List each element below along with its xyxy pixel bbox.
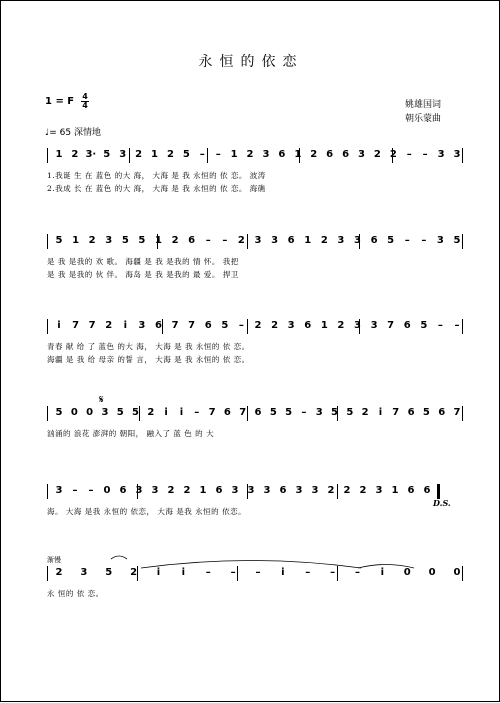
note: 3 xyxy=(254,235,262,246)
note: 6 xyxy=(403,320,411,331)
note: 5 xyxy=(453,235,461,246)
note: 7 xyxy=(239,407,247,418)
lyricist-credit: 姚雄国词 xyxy=(405,100,442,110)
note: 7 xyxy=(387,320,395,331)
note: 5 xyxy=(285,407,293,418)
note: 6 xyxy=(407,407,415,418)
note: 0 xyxy=(403,567,411,578)
note: – xyxy=(194,407,200,418)
note: 5 xyxy=(55,407,63,418)
note: – xyxy=(305,567,311,578)
note: 2 xyxy=(337,320,345,331)
note: – xyxy=(205,567,211,578)
note: 3 xyxy=(311,485,319,496)
note: 2 xyxy=(246,149,254,160)
ds-marking: D.S. xyxy=(433,498,451,508)
note: 5 xyxy=(138,235,146,246)
note: – xyxy=(422,149,428,160)
note: 1 xyxy=(72,235,80,246)
note: – xyxy=(205,235,211,246)
note: 2 xyxy=(183,485,191,496)
note: 3 xyxy=(437,149,445,160)
note: 5 xyxy=(103,149,111,160)
note: – xyxy=(88,485,94,496)
note: 2 xyxy=(327,485,335,496)
note: 5 xyxy=(55,235,63,246)
note: 1 xyxy=(320,320,328,331)
note: 3 xyxy=(55,485,63,496)
lyric-line: 永 恒的 依 恋。 xyxy=(47,589,104,598)
note: 7 xyxy=(392,407,400,418)
note: 3 xyxy=(262,149,270,160)
note: 5 xyxy=(221,320,229,331)
note: 1 xyxy=(391,485,399,496)
note: – xyxy=(355,567,360,578)
note: 3 xyxy=(119,149,127,160)
note: i xyxy=(156,567,161,578)
note: 5 xyxy=(420,320,428,331)
time-signature-bottom: 4 xyxy=(82,101,88,110)
note: 6 xyxy=(279,485,287,496)
key-signature: 1 = F xyxy=(45,96,75,107)
note: 3 xyxy=(263,485,271,496)
time-signature-top: 4 xyxy=(82,92,88,101)
note: 3 xyxy=(138,320,146,331)
note: – xyxy=(222,235,228,246)
note: 1 xyxy=(155,235,162,246)
note: 2 xyxy=(55,567,63,578)
note: 0 xyxy=(86,407,94,418)
note: 2 xyxy=(105,320,113,331)
note: 3 xyxy=(295,485,303,496)
note: 5 xyxy=(121,235,129,246)
note: 3 xyxy=(315,407,323,418)
note: – xyxy=(238,320,244,331)
note: 2 xyxy=(361,407,369,418)
note: 5 xyxy=(105,567,113,578)
note: i xyxy=(181,567,186,578)
note: 6 xyxy=(155,320,162,331)
note: – xyxy=(330,567,336,578)
note: 2 xyxy=(71,149,79,160)
note: 6 xyxy=(188,235,196,246)
note: 3 xyxy=(337,235,345,246)
tie-arcs xyxy=(1,1,500,703)
note: 6 xyxy=(342,149,350,160)
note: 2 xyxy=(254,320,262,331)
note: 3 xyxy=(375,485,383,496)
lyric-line: 1.我诞 生 在 蓝色 的大 海， 大海 是 我 永恒的 依 恋。 波涛 xyxy=(47,171,266,180)
note: 2 xyxy=(343,485,351,496)
note: 3 xyxy=(101,407,109,418)
note: 5 xyxy=(346,407,354,418)
note: – xyxy=(301,407,307,418)
note: 7 xyxy=(453,407,461,418)
note: 1 xyxy=(151,149,158,160)
note: 7 xyxy=(208,407,216,418)
note: 5 xyxy=(132,407,140,418)
note: 6 xyxy=(119,485,127,496)
lyric-line: 2.我成 长 在 蓝色 的大 海， 大海 是 我 永恒的 依 恋。 海礁 xyxy=(47,184,266,193)
note: 5 xyxy=(182,149,190,160)
note: 5 xyxy=(269,407,277,418)
note: 1 xyxy=(230,149,238,160)
note: – xyxy=(230,567,236,578)
note: 0 xyxy=(70,407,78,418)
note: 5 xyxy=(116,407,124,418)
note: – xyxy=(404,235,410,246)
note: 3 xyxy=(354,235,361,246)
note: 1 xyxy=(199,485,207,496)
note: 2 xyxy=(167,485,175,496)
note: 2 xyxy=(310,149,318,160)
note: 2 xyxy=(320,235,328,246)
note: 2 xyxy=(147,407,155,418)
note: 3 xyxy=(271,235,279,246)
note: i xyxy=(57,320,61,331)
dynamic-marking: 渐慢 xyxy=(47,556,61,564)
lyric-line: 是 我 是我的 欢 歌。 海疆 是 我 是我的 情 怀。 我把 xyxy=(47,257,239,266)
note: 6 xyxy=(304,320,312,331)
note: – xyxy=(421,235,427,246)
note: – xyxy=(215,149,221,160)
lyric-line: 海疆 是 我 给 母亲 的誓 言， 大海 是 我 永恒的 依 恋。 xyxy=(47,355,250,364)
lyric-line: 是 我 是我的 伙 伴。 海岛 是 我 是我的 最 爱。 捍卫 xyxy=(47,270,239,279)
note: 2 xyxy=(130,567,138,578)
lyric-line: 青春 献 给 了 蓝色 的大 海， 大海 是 我 永恒的 依 恋。 xyxy=(47,342,250,351)
note: 3 xyxy=(453,149,461,160)
note: i xyxy=(380,567,385,578)
note: 6 xyxy=(204,320,212,331)
note: 1 xyxy=(55,149,63,160)
note: 6 xyxy=(407,485,415,496)
note: 5 xyxy=(331,407,339,418)
note: 7 xyxy=(88,320,96,331)
note: 2 xyxy=(373,149,381,160)
note: 7 xyxy=(188,320,196,331)
note: 3 xyxy=(247,485,255,496)
note: 7 xyxy=(72,320,80,331)
note: – xyxy=(454,320,460,331)
note: 3 xyxy=(80,567,88,578)
note: 6 xyxy=(254,407,262,418)
note: 6 xyxy=(223,407,231,418)
note: 6 xyxy=(278,149,286,160)
note: i xyxy=(179,407,184,418)
song-title: 永恒的依恋 xyxy=(198,54,304,70)
note: – xyxy=(72,485,78,496)
note: 6 xyxy=(438,407,446,418)
note: 6 xyxy=(287,235,295,246)
note: 2 xyxy=(271,320,279,331)
note: 2 xyxy=(135,149,143,160)
note: 0 xyxy=(453,567,461,578)
note: 3 xyxy=(287,320,295,331)
note: 3 xyxy=(105,235,113,246)
note: 6 xyxy=(370,235,378,246)
note: – xyxy=(255,567,261,578)
note: 3 xyxy=(370,320,378,331)
note: i xyxy=(281,567,285,578)
note: i xyxy=(123,320,128,331)
note: 5 xyxy=(422,407,430,418)
note: 2 xyxy=(171,235,179,246)
note: 7 xyxy=(171,320,179,331)
note: 3 xyxy=(357,149,365,160)
note: 6 xyxy=(215,485,223,496)
tempo-marking: ♩= 65 深情地 xyxy=(45,128,101,138)
note: i xyxy=(164,407,168,418)
note: 0 xyxy=(103,485,111,496)
note: – xyxy=(406,149,412,160)
note: 2 xyxy=(88,235,96,246)
note: – xyxy=(437,320,443,331)
note: 3 xyxy=(231,485,239,496)
lyric-line: 海。 大海 是我 永恒的 依恋， 大海 是我 永恒的 依恋。 xyxy=(47,507,247,516)
note: 0 xyxy=(428,567,436,578)
note: 1 xyxy=(294,149,302,160)
note: 5 xyxy=(387,235,395,246)
note: – xyxy=(199,149,205,160)
note: 2 xyxy=(237,235,245,246)
note: 2 xyxy=(359,485,367,496)
note: 6 xyxy=(423,485,431,496)
segno-sign: 𝄋 xyxy=(99,393,104,406)
note: 6 xyxy=(326,149,334,160)
note: 3 xyxy=(151,485,159,496)
note: i xyxy=(378,407,383,418)
note: 3 xyxy=(436,235,444,246)
note: 3· xyxy=(85,149,97,160)
note: 1 xyxy=(304,235,312,246)
note: 3 xyxy=(354,320,361,331)
composer-credit: 朝乐蒙曲 xyxy=(405,114,442,124)
note: 2 xyxy=(166,149,174,160)
lyric-line: 汹涌的 浪花 澎湃的 朝阳， 融入了 蓝 色 的 大 xyxy=(47,429,215,438)
note: 3 xyxy=(135,485,143,496)
note: 2 xyxy=(389,149,397,160)
